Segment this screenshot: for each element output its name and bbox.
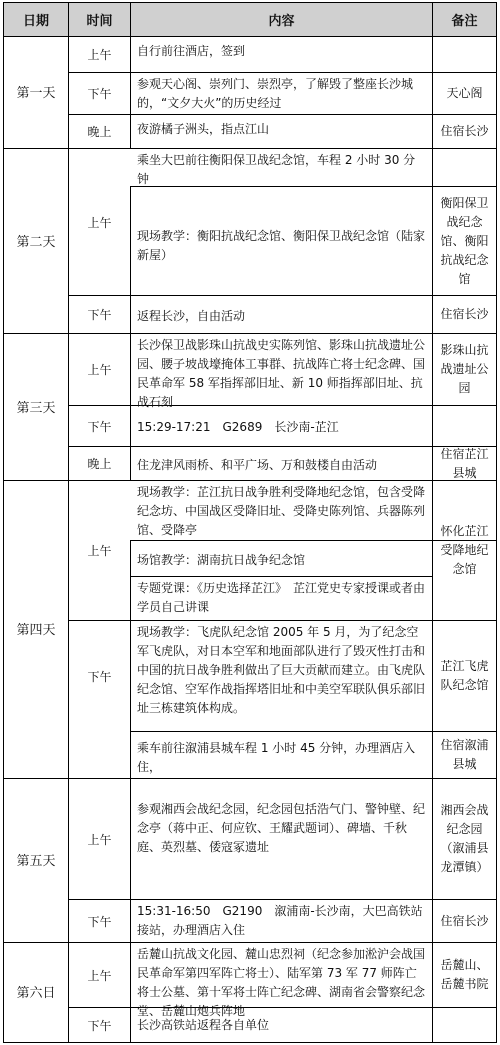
day-cell: 第四天 (16, 623, 56, 638)
note-cell: 住宿长沙 (440, 913, 489, 928)
content-cell: 返程长沙，自由活动 (137, 309, 246, 323)
header-time: 时间 (68, 2, 130, 37)
time-cell: 下午 (87, 87, 112, 101)
time-cell: 上午 (87, 968, 112, 983)
note-cell: 衡阳保卫战纪念馆、衡阳抗战纪念馆 (440, 195, 489, 286)
content-cell: 乘坐大巴前往衡阳保卫战纪念馆，车程 2 小时 30 分钟 (137, 153, 416, 186)
note-cell (433, 406, 496, 446)
note-cell: 芷江飞虎队纪念馆 (440, 659, 489, 692)
content-cell: 专题党课：《历史选择芷江》 芷江党史专家授课或者由学员自己讲课 (137, 581, 426, 614)
time-cell: 上午 (87, 48, 112, 62)
content-cell: 参观天心阁、崇列门、崇烈亭，了解毁了整座长沙城的，“文夕大火”的历史经过 (137, 77, 414, 110)
note-cell: 住宿长沙 (440, 307, 489, 321)
note-cell: 住宿芷江县城 (440, 446, 489, 480)
content-cell: 参观湘西会战纪念园，纪念园包括浩气门、警钟壁、纪念亭（蒋中正、何应钦、王耀武题词）、碑墙、千秋庭、英烈墓、倭寇冢遗址 (137, 802, 426, 854)
content-cell: 长沙保卫战影珠山抗战史实陈列馆、影珠山抗战遗址公园、腰子坡战壕掩体工事群、抗战阵亡将士纪念碑、国民革命军 58 军指挥部旧址、新 10 师指挥部旧址、抗战石刻 (137, 338, 426, 409)
content-cell: 夜游橘子洲头，指点江山 (137, 122, 270, 136)
content-cell: 现场教学：衡阳抗战纪念馆、衡阳保卫战纪念馆（陆家新屋） (137, 229, 426, 262)
time-cell: 晚上 (87, 457, 112, 471)
content-cell: 场馆教学：湖南抗日战争纪念馆 (137, 553, 306, 567)
content-cell: 住龙津风雨桥、和平广场、万和鼓楼自由活动 (137, 458, 378, 472)
note-cell (433, 1008, 496, 1042)
time-cell: 下午 (87, 914, 112, 929)
note-cell: 影珠山抗战遗址公园 (440, 343, 489, 395)
day-cell: 第五天 (16, 854, 56, 869)
header-content: 内容 (130, 2, 432, 37)
note-cell: 住宿长沙 (440, 124, 489, 138)
note-cell (433, 149, 496, 186)
day-cell: 第三天 (16, 400, 56, 416)
time-cell: 晚上 (87, 125, 112, 139)
note-cell: 怀化芷江受降地纪念馆 (440, 524, 489, 576)
content-cell: 长沙高铁站返程各自单位 (137, 1018, 270, 1032)
time-cell: 上午 (87, 363, 112, 377)
time-cell: 上午 (87, 832, 112, 847)
time-cell: 下午 (87, 669, 112, 684)
note-cell: 天心阁 (446, 86, 483, 100)
time-cell: 上午 (87, 544, 112, 558)
day-cell: 第二天 (16, 234, 56, 250)
note-cell: 住宿溆浦县城 (440, 738, 489, 771)
content-cell: 自行前往酒店，签到 (137, 44, 246, 58)
time-cell: 下午 (87, 419, 112, 434)
content-cell: 乘车前往溆浦县城车程 1 小时 45 分钟，办理酒店入住， (137, 741, 416, 774)
note-cell (433, 37, 496, 72)
time-cell: 下午 (87, 308, 112, 322)
content-cell: 现场教学：飞虎队纪念馆 2005 年 5 月，为了纪念空军飞虎队，对日本空军和地面部队进行了毁灭性打击和中国的抗日战争胜利做出了巨大贡献而建立。由飞虎队纪念馆、空军作战指挥塔旧址和中美空军联队俱乐部旧址三栋建筑体构成。 (137, 625, 426, 715)
note-cell: 湘西会战纪念园（溆浦县龙潭镇） (440, 803, 489, 874)
header-notes: 备注 (432, 2, 497, 37)
day-cell: 第六日 (16, 986, 56, 1001)
note-cell: 岳麓山、岳麓书院 (440, 958, 489, 991)
content-cell: 15:31-16:50 G2190 溆浦南-长沙南，大巴高铁站接站，办理酒店入住 (137, 904, 423, 937)
content-cell: 15:29-17:21 G2689 长沙南-芷江 (137, 420, 339, 434)
header-date: 日期 (3, 2, 68, 37)
time-cell: 下午 (87, 1018, 112, 1033)
time-cell: 上午 (87, 215, 112, 230)
content-cell: 岳麓山抗战文化园、麓山忠烈祠（纪念参加淞沪会战国民革命军第四军阵亡将士）、陆军第 73 军 77 师阵亡将士公墓、第十军将士阵亡纪念碑、湖南省会警察纪念堂、岳麓山炮兵阵地 (137, 947, 426, 1018)
day-cell: 第一天 (16, 86, 56, 101)
content-cell: 现场教学：芷江抗日战争胜利受降地纪念馆，包含受降纪念坊、中国战区受降旧址、受降史陈列馆、兵器陈列馆、受降亭 (137, 485, 426, 537)
